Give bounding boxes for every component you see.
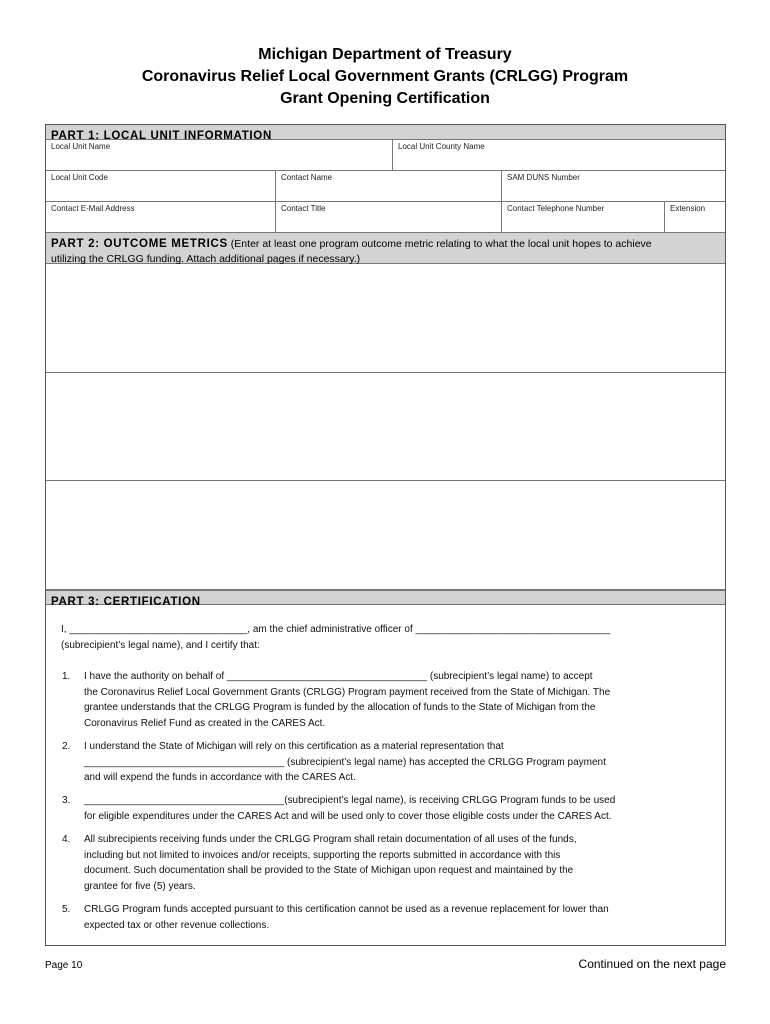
part2-title: PART 2: OUTCOME METRICS bbox=[51, 238, 228, 250]
local-unit-code-label: Local Unit Code bbox=[51, 173, 108, 182]
item-line: ____________________________________ (subrecipient’s legal name) has accepted the CRLGG Program payment bbox=[84, 756, 606, 768]
item-line: All subrecipients receiving funds under the CRLGG Program shall retain documentation of all uses of the funds, bbox=[84, 834, 577, 845]
item-line: I understand the State of Michigan will rely on this certification as a material representation that bbox=[84, 741, 504, 752]
item-number: 2. bbox=[62, 741, 71, 752]
sam-duns-field[interactable] bbox=[502, 171, 725, 202]
local-unit-code-field[interactable] bbox=[46, 171, 276, 202]
part3-title: PART 3: CERTIFICATION bbox=[51, 596, 201, 608]
sam-duns-label: SAM DUNS Number bbox=[507, 173, 580, 182]
intro-line-2: (subrecipient’s legal name), and I certify that: bbox=[61, 639, 260, 651]
contact-email-label: Contact E-Mail Address bbox=[51, 204, 135, 213]
certification-intro bbox=[61, 622, 716, 653]
certification-item-5 bbox=[62, 902, 709, 933]
item-line: CRLGG Program funds accepted pursuant to this certification cannot be used as a revenue replacement for lower than bbox=[84, 904, 609, 915]
item-line: for eligible expenditures under the CARES Act and will be used only to cover those eligible costs under the CARES Act. bbox=[84, 810, 612, 822]
extension-label: Extension bbox=[670, 204, 706, 213]
local-unit-name-label: Local Unit Name bbox=[51, 142, 111, 151]
certification-form bbox=[45, 124, 726, 946]
part2-note-line2: utilizing the CRLGG funding. Attach additional pages if necessary.) bbox=[51, 253, 361, 265]
outcome-metric-box-3[interactable] bbox=[46, 481, 725, 590]
contact-title-label: Contact Title bbox=[281, 204, 326, 213]
item-line: I have the authority on behalf of ____________________________________ (subrecipient’s legal name) to accept bbox=[84, 671, 593, 682]
title-line-1: Michigan Department of Treasury bbox=[258, 46, 512, 63]
local-unit-county-label: Local Unit County Name bbox=[398, 142, 485, 151]
part1-title: PART 1: LOCAL UNIT INFORMATION bbox=[51, 130, 272, 142]
continued-note: Continued on the next page bbox=[578, 957, 726, 971]
document-title bbox=[0, 44, 770, 110]
outcome-metric-box-1[interactable] bbox=[46, 264, 725, 373]
contact-phone-field[interactable] bbox=[502, 202, 665, 233]
item-line: grantee understands that the CRLGG Program is funded by the allocation of funds to the State of Michigan from the bbox=[84, 702, 596, 713]
extension-field[interactable] bbox=[665, 202, 725, 233]
title-line-3: Grant Opening Certification bbox=[280, 90, 490, 107]
part1-header bbox=[46, 125, 725, 140]
contact-title-field[interactable] bbox=[276, 202, 502, 233]
local-unit-county-field[interactable] bbox=[393, 140, 725, 171]
item-number: 4. bbox=[62, 834, 71, 845]
contact-name-field[interactable] bbox=[276, 171, 502, 202]
part2-header bbox=[46, 233, 725, 264]
item-line: Coronavirus Relief Fund as created in the CARES Act. bbox=[84, 717, 326, 729]
certification-item-4 bbox=[62, 832, 709, 894]
item-number: 5. bbox=[62, 904, 71, 915]
item-number: 1. bbox=[62, 671, 71, 682]
outcome-metric-box-2[interactable] bbox=[46, 373, 725, 481]
item-line: the Coronavirus Relief Local Government Grants (CRLGG) Program payment received from the State of Michigan. The bbox=[84, 686, 611, 698]
item-number: 3. bbox=[62, 795, 71, 806]
part3-header bbox=[46, 590, 725, 608]
item-line: document. Such documentation shall be provided to the State of Michigan upon request and maintained by the bbox=[84, 865, 574, 876]
certification-item-2 bbox=[62, 739, 709, 786]
item-line: grantee for five (5) years. bbox=[84, 880, 196, 892]
certification-item-3 bbox=[62, 793, 709, 824]
contact-name-label: Contact Name bbox=[281, 173, 333, 182]
item-line: and will expend the funds in accordance with the CARES Act. bbox=[84, 772, 356, 783]
contact-email-field[interactable] bbox=[46, 202, 276, 233]
contact-phone-label: Contact Telephone Number bbox=[507, 204, 605, 213]
part2-note: (Enter at least one program outcome metric relating to what the local unit hopes to achieve bbox=[227, 238, 652, 250]
item-line: expected tax or other revenue collections. bbox=[84, 919, 270, 931]
title-line-2: Coronavirus Relief Local Government Grants (CRLGG) Program bbox=[141, 68, 629, 85]
item-line: including but not limited to invoices and/or receipts, supporting the reports submitted in accordance with this bbox=[84, 849, 561, 861]
certification-item-1 bbox=[62, 669, 709, 731]
page-number: Page 10 bbox=[45, 960, 83, 971]
intro-line-1: I, ________________________________, am the chief administrative officer of ___________________________________ bbox=[61, 624, 611, 635]
item-line: ____________________________________(subrecipient’s legal name), is receiving CRLGG Program funds to be used bbox=[84, 795, 616, 806]
local-unit-name-field[interactable] bbox=[46, 140, 393, 171]
